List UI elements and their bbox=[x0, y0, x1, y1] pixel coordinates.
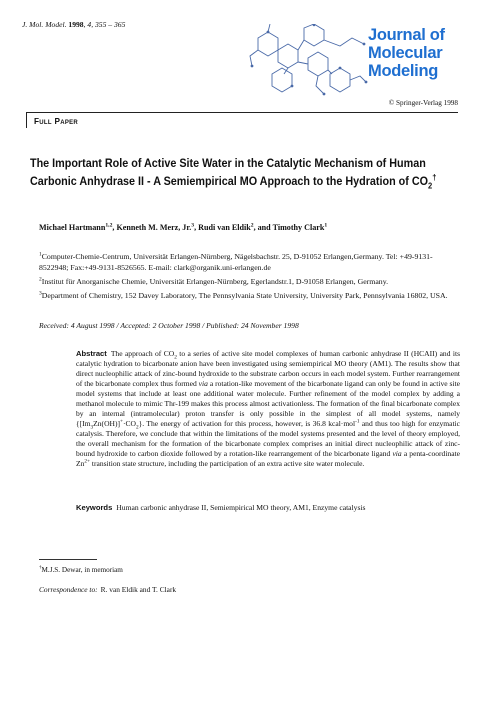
abstract-text: to a series of active site model complexes of human carbonic anhydrase II (HCAII) and its catalytic hydration to bicarbonate anion have been investigated using semiempirical MO theory (AM1). The results show that direct nucleophilic attack of zinc-bound hydroxide to the substrate carbon occurs in each model system. Further rearrangement of the bicarbonate complex thus formed bbox=[76, 349, 461, 388]
footnote-text: M.J.S. Dewar, in memoriam bbox=[41, 566, 123, 574]
journal-volume: 4 bbox=[87, 20, 92, 29]
abstract-italic: via bbox=[392, 449, 402, 458]
abstract-text: and thus too high for enzymatic catalysis. Therefore, we conclude that within the limitations of the model systems presented and the level of theory employed, the overall mechanism for the formation of the bicarbonate complex comprises an initial direct nucleophilic attack of zinc-bound hydroxide to carbon dioxide followed by a rotation-like rearrangement of the bicarbonate ligand bbox=[76, 419, 460, 458]
author-name: Timothy Clark bbox=[272, 223, 325, 232]
abstract-superscript: 2+ bbox=[84, 458, 90, 465]
affiliation-number: 2 bbox=[39, 276, 42, 283]
journal-citation: J. Mol. Model. 1998, 4, 355 – 365 bbox=[22, 20, 126, 29]
author-separator: , bbox=[194, 223, 199, 232]
journal-pages: 355 – 365 bbox=[94, 20, 126, 29]
journal-name: J. Mol. Model. bbox=[22, 20, 67, 29]
affiliation-text: Department of Chemistry, 152 Davey Laboratory, The Pennsylvania State University, University Park, Pennsylvania 16802, USA. bbox=[41, 291, 448, 300]
section-rule bbox=[26, 112, 458, 113]
affiliation-text: Computer-Chemie-Centrum, Universität Erlangen-Nürnberg, Nägelsbachstr. 25, D-91052 Erlangen,Germany. Tel: +49-9131-8522948; Fax:+49-9131-8526565. E-mail: clark@organik.uni-erlangen.de bbox=[39, 252, 433, 272]
affiliation-text: Institut für Anorganische Chemie, Universität Erlangen-Nürnberg, Egerlandstr.1, D-91058 Erlangen, Germany. bbox=[41, 277, 389, 286]
affiliation-number: 3 bbox=[39, 290, 42, 297]
correspondence bbox=[39, 585, 176, 594]
footnote-mark: † bbox=[39, 565, 42, 571]
abstract-superscript: -1 bbox=[355, 418, 360, 425]
author-affiliation-ref: 1,2 bbox=[105, 222, 113, 229]
title-subscript: 2 bbox=[428, 180, 433, 190]
abstract-text: transition state structure, including the participation of an extra active site water molecule. bbox=[90, 459, 365, 468]
author-name: Michael Hartmann bbox=[39, 223, 106, 232]
author-name: Rudi van Eldik bbox=[198, 223, 251, 232]
logo-line-2: Molecular bbox=[368, 44, 443, 62]
abstract-label: Abstract bbox=[76, 349, 107, 358]
journal-logo-molecule-artwork bbox=[248, 24, 368, 100]
publication-dates: Received: 4 August 1998 / Accepted: 2 October 1998 / Published: 24 November 1998 bbox=[39, 321, 299, 330]
author-separator: , bbox=[112, 223, 117, 232]
journal-logo bbox=[368, 26, 445, 80]
abstract-subscript: 2 bbox=[135, 424, 139, 431]
abstract-text: The approach of CO bbox=[110, 349, 175, 358]
abstract-subscript: 3 bbox=[90, 424, 94, 431]
affiliation-1 bbox=[39, 252, 457, 274]
abstract-text: ·CO bbox=[122, 419, 136, 428]
title-text: The Important Role of Active Site Water in the Catalytic Mechanism of Human Carbonic Anhydrase II - A Semiempirical MO Approach to the Hydration of CO bbox=[30, 157, 429, 188]
author-affiliation-ref: 2 bbox=[250, 222, 254, 229]
abstract-text: Zn(OH)] bbox=[93, 419, 120, 428]
affiliation-number: 1 bbox=[39, 251, 42, 258]
author-list bbox=[39, 223, 327, 232]
abstract-text: a penta-coordinate Zn bbox=[76, 449, 460, 468]
footnote-rule bbox=[39, 559, 97, 560]
abstract-superscript: + bbox=[120, 418, 123, 425]
title-dagger: † bbox=[432, 172, 437, 182]
section-rule-vertical bbox=[26, 112, 27, 128]
abstract bbox=[76, 349, 460, 469]
affiliation-3 bbox=[39, 291, 457, 302]
correspondence-label: Correspondence to: bbox=[39, 585, 98, 594]
abstract-subscript: 2 bbox=[174, 354, 177, 361]
keywords bbox=[76, 503, 460, 512]
abstract-italic: via bbox=[198, 379, 208, 388]
abstract-text: }. The energy of activation for this process, however, is 36.8 kcal·mol bbox=[138, 419, 356, 428]
article-title bbox=[30, 155, 439, 190]
section-label: Full Paper bbox=[34, 117, 79, 126]
author-name: Kenneth M. Merz, Jr. bbox=[116, 223, 192, 232]
author-affiliation-ref: 3 bbox=[191, 222, 195, 229]
logo-line-3: Modeling bbox=[368, 62, 439, 80]
author-affiliation-ref: 1 bbox=[324, 222, 328, 229]
correspondence-text: R. van Eldik and T. Clark bbox=[100, 585, 177, 594]
affiliation-2 bbox=[39, 277, 457, 288]
author-separator: , and bbox=[253, 223, 273, 232]
keywords-text: Human carbonic anhydrase II, Semiempirical MO theory, AM1, Enzyme catalysis bbox=[116, 503, 366, 512]
journal-year: 1998 bbox=[68, 20, 84, 29]
footnote-dagger bbox=[39, 566, 123, 574]
keywords-label: Keywords bbox=[76, 503, 113, 512]
abstract-text: a rotation-like movement of the bicarbonate ligand can only be found in active site model systems that include at least one additional water molecule. Further refinement of the model complex by adding a methanol molecule to mimic Thr-199 makes this process almost activationless. The formation of the final bicarbonate complex by an internal (intramolecular) proton transfer is only possible in the simplest of all model systems, namely {[Im bbox=[76, 379, 460, 428]
logo-line-1: Journal of bbox=[368, 26, 445, 44]
copyright-notice: © Springer-Verlag 1998 bbox=[388, 99, 458, 107]
